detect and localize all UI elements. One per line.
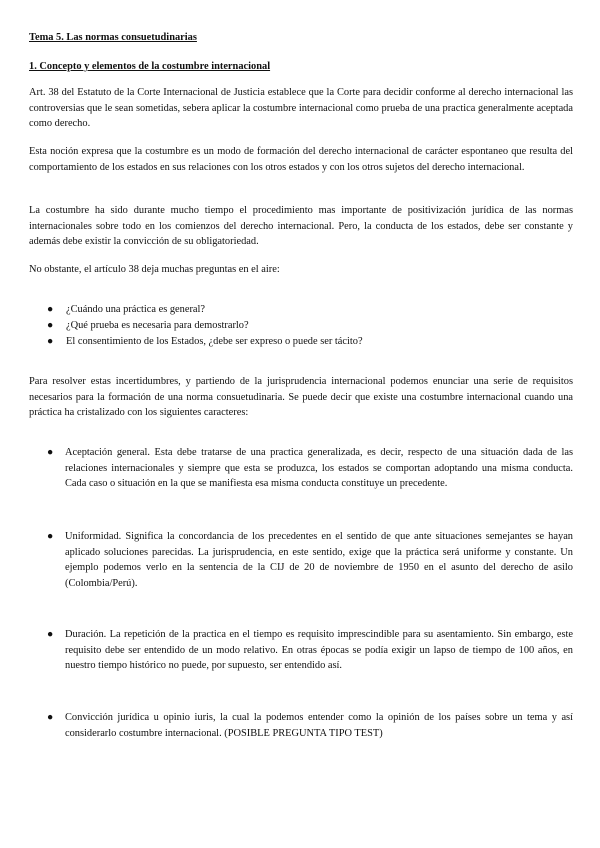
characteristic-text: Uniformidad. Significa la concordancia de los precedentes en el sentido de que ante situaciones semejantes se hayan aplicado soluciones parecidas. La jurisprudencia, en este sentido, exige que la práctica será uniforme y constante. Un ejemplo podemos verlo en la sentencia de la CIJ de 20 de noviembre de 1950 en el asunto del derecho de asilo (Colombia/Perú).: [65, 531, 573, 589]
page-title: Tema 5. Las normas consuetudinarias: [29, 32, 197, 43]
paragraph-nocion: Esta noción expresa que la costumbre es un modo de formación del derecho internacional de carácter espontaneo que resulta del comportamiento de los estados en sus relaciones con los otros estados y con los otros sujetos del derecho internacional.: [29, 146, 573, 173]
section-heading: 1. Concepto y elementos de la costumbre internacional: [29, 61, 271, 72]
characteristic-text: Convicción jurídica u opinio iuris, la cual la podemos entender como la opinión de los países sobre un tema y así considerarlo costumbre internacional. (POSIBLE PREGUNTA TIPO TEST): [65, 712, 573, 739]
bullet-icon: ●: [47, 320, 54, 331]
question-text: ¿Cuándo una práctica es general?: [66, 304, 206, 315]
bullet-icon: ●: [47, 336, 54, 347]
paragraph-article-38: Art. 38 del Estatuto de la Corte Internacional de Justicia establece que la Corte para decidir conforme al derecho internacional las controversias que le sean sometidas, sebera aplicar la costumbre internacional como prueba de una practica generalmente aceptada como derecho.: [29, 87, 573, 130]
paragraph-incertidumbres: Para resolver estas incertidumbres, y partiendo de la jurisprudencia internacional podemos enunciar una serie de requisitos necesarios para la formación de una norma consuetudinaria. Se puede decir que existe una costumbre internacional cuando una práctica ha cristalizado con los siguientes caracteres:: [29, 376, 573, 419]
characteristic-text: Duración. La repetición de la practica en el tiempo es requisito imprescindible para su asentamiento. Sin embargo, este requisito debe ser entendido de un modo relativo. En otras épocas se podía exigir un lapso de tiempo de 100 años, en nuestro tiempo histórico no puede, por supuesto, ser entendido así.: [65, 629, 573, 672]
bullet-icon: ●: [47, 712, 54, 723]
characteristic-text: Aceptación general. Esta debe tratarse de una practica generalizada, es decir, respecto de una situación dada de las relaciones internacionales y siempre que esta se produzca, los estados se comportan adoptando una misma conducta. Cada caso o situación en la que se manifiesta esa misma conducta constituye un precedente.: [65, 447, 573, 490]
paragraph-costumbre: La costumbre ha sido durante mucho tiempo el procedimiento mas importante de positivización jurídica de las normas internacionales sobre todo en los comienzos del derecho internacional. Pero, la conducta de los estados, debe ser constante y además debe existir la convicción de su obligatoriedad.: [29, 205, 573, 248]
question-text: El consentimiento de los Estados, ¿debe ser expreso o puede ser tácito?: [66, 336, 363, 347]
paragraph-no-obstante: No obstante, el artículo 38 deja muchas preguntas en el aire:: [29, 264, 280, 275]
bullet-icon: ●: [47, 447, 54, 458]
bullet-icon: ●: [47, 629, 54, 640]
question-text: ¿Qué prueba es necesaria para demostrarlo?: [66, 320, 249, 331]
bullet-icon: ●: [47, 531, 54, 542]
bullet-icon: ●: [47, 304, 54, 315]
